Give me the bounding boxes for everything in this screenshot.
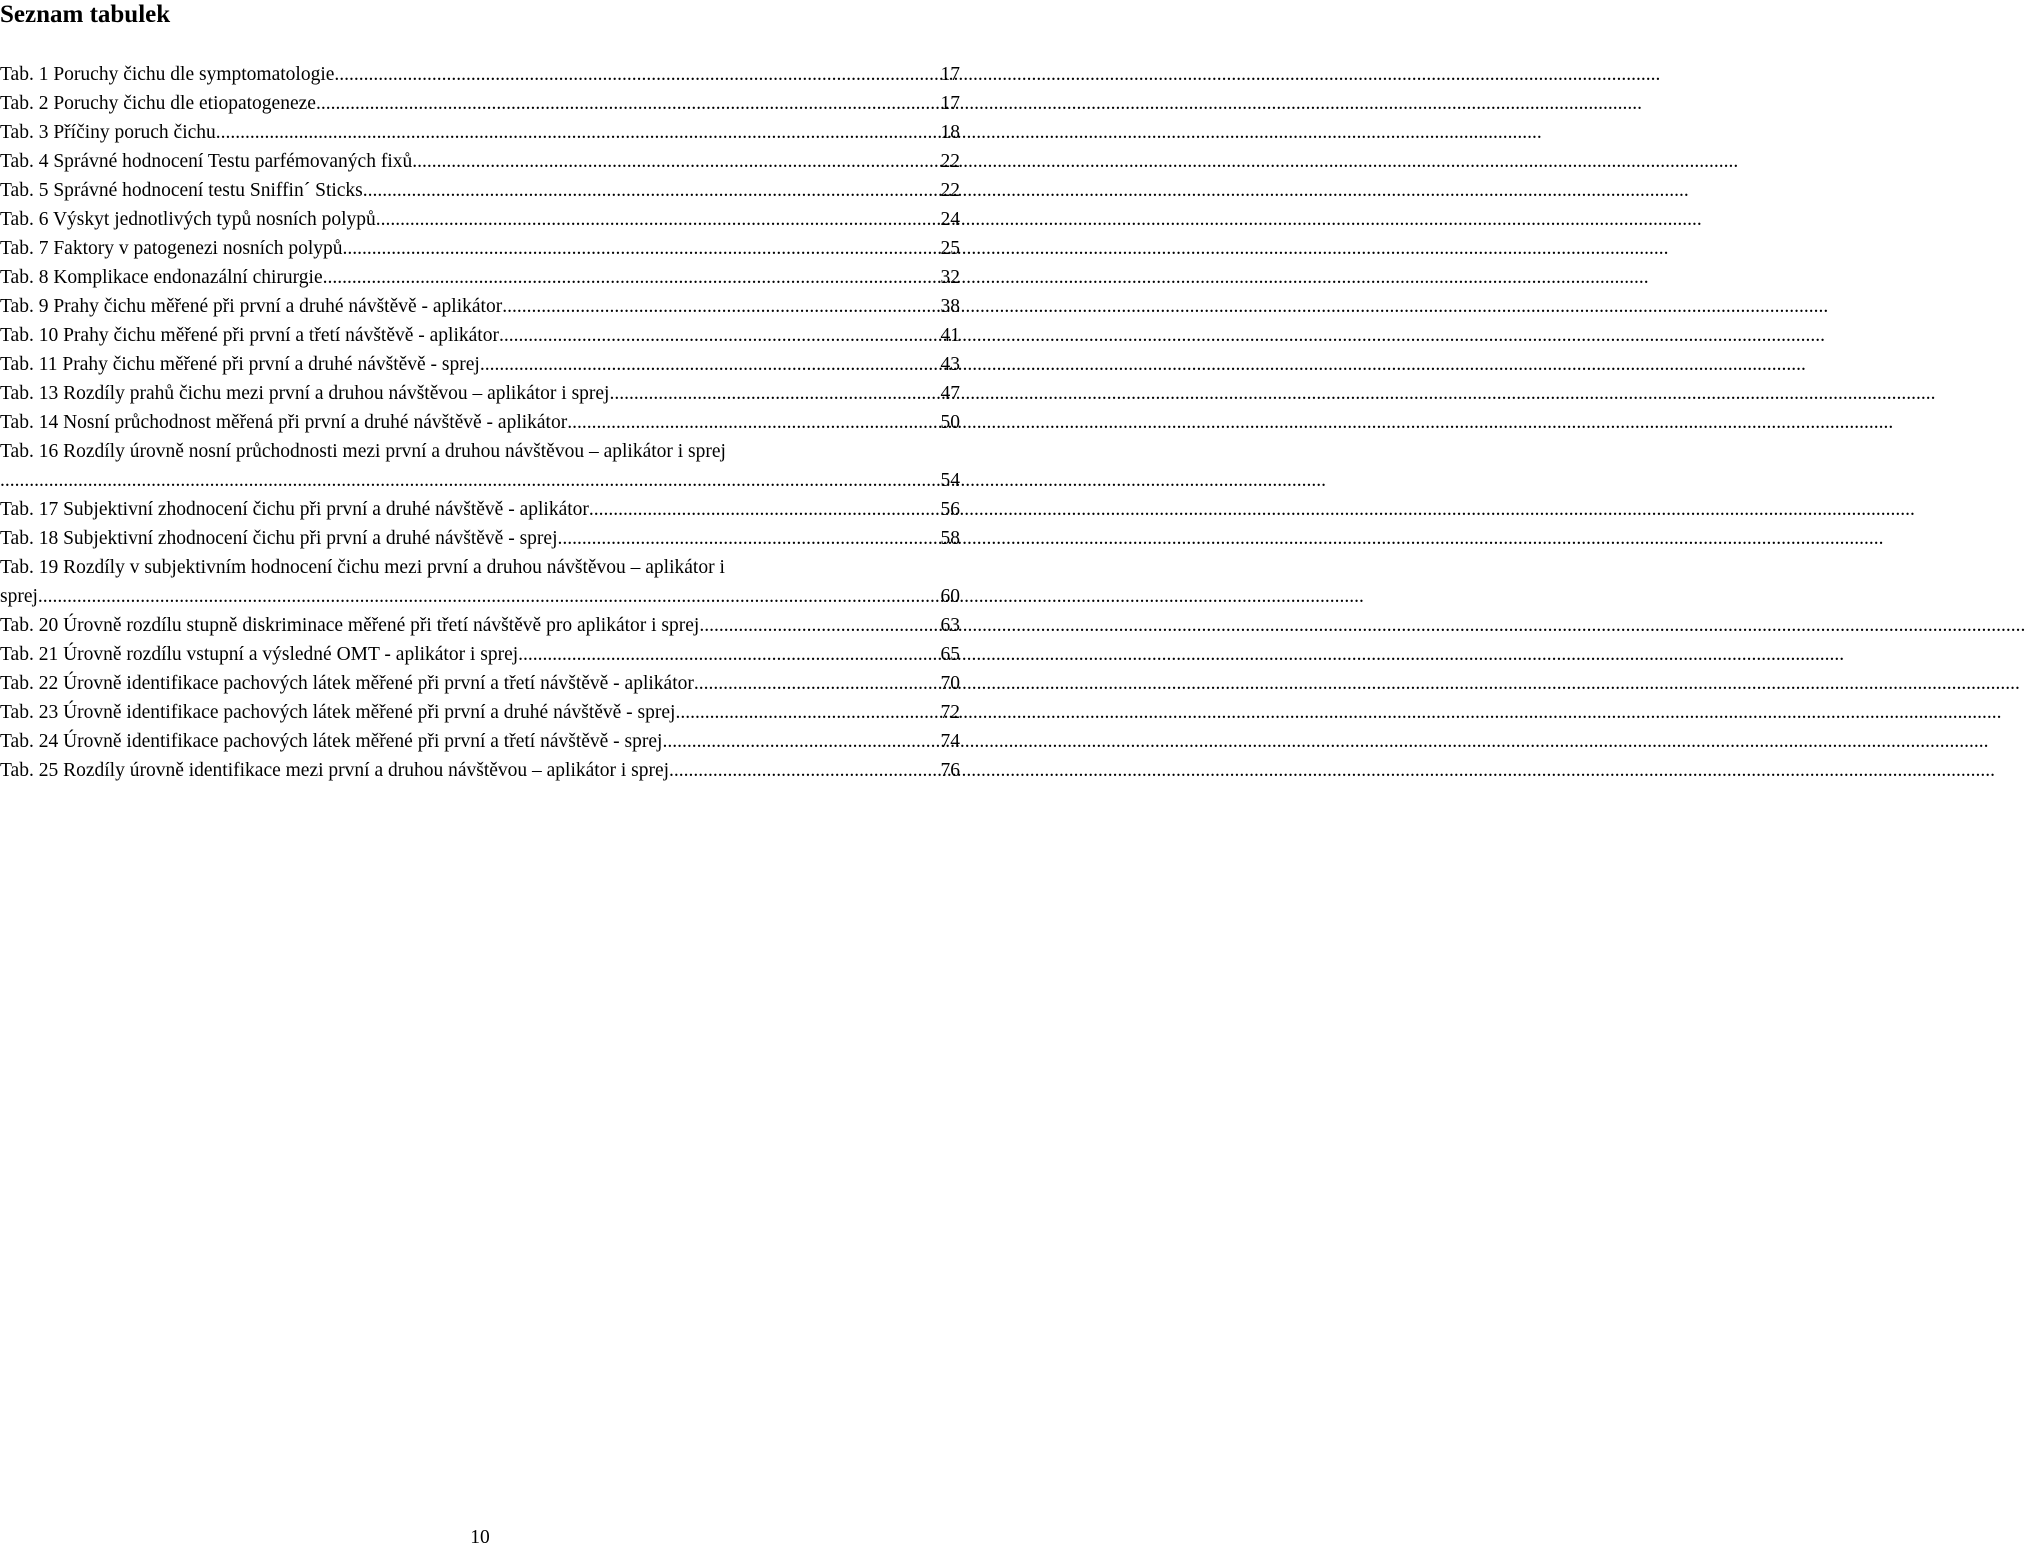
toc-entry[interactable]	[0, 379, 960, 408]
dot-leader	[412, 147, 939, 176]
toc-entry[interactable]	[0, 60, 960, 89]
toc-entry-label: Tab. 4 Správné hodnocení Testu parfémovaných fixů	[0, 151, 413, 172]
page-title: Seznam tabulek	[0, 1, 171, 28]
dot-leader	[502, 292, 939, 321]
toc-entry-page: 50	[940, 412, 960, 433]
toc-entry-label: Tab. 25 Rozdíly úrovně identifikace mezi první a druhou návštěvou – aplikátor i sprej	[0, 760, 670, 781]
dot-leader	[216, 118, 940, 147]
toc-entry[interactable]	[0, 524, 960, 553]
toc-entry[interactable]	[0, 205, 960, 234]
toc-entry-label: Tab. 6 Výskyt jednotlivých typů nosních polypů	[0, 209, 376, 230]
toc-entry-page: 56	[940, 499, 960, 520]
dot-leader	[699, 611, 939, 640]
toc-entry[interactable]	[0, 408, 960, 437]
toc-entry[interactable]	[0, 611, 960, 640]
dot-leader	[480, 350, 940, 379]
toc-entry-page: 41	[940, 325, 960, 346]
dot-leader	[38, 582, 940, 611]
toc-entry-page: 63	[940, 615, 960, 636]
toc-entry-page: 38	[940, 296, 960, 317]
toc-entry-label: Tab. 11 Prahy čichu měřené při první a druhé návštěvě - sprej	[0, 354, 480, 375]
toc-entry-label: Tab. 20 Úrovně rozdílu stupně diskriminace měřené při třetí návštěvě pro aplikátor i sprej	[0, 615, 700, 636]
toc-entry-label: Tab. 5 Správné hodnocení testu Sniffin´ Sticks	[0, 180, 363, 201]
toc-entry[interactable]	[0, 147, 960, 176]
toc-entry-page: 58	[940, 528, 960, 549]
dot-leader	[518, 640, 939, 669]
toc-entry-page: 25	[940, 238, 960, 259]
toc-entry-page: 54	[940, 470, 960, 491]
toc-entry-label: Tab. 24 Úrovně identifikace pachových látek měřené při první a třetí návštěvě - sprej	[0, 731, 663, 752]
toc-entry-label: Tab. 9 Prahy čichu měřené při první a druhé návštěvě - aplikátor	[0, 296, 503, 317]
toc-entry[interactable]	[0, 698, 960, 727]
toc-entry-label-continued: sprej	[0, 586, 38, 607]
toc-entry[interactable]	[0, 263, 960, 292]
toc-entry[interactable]	[0, 640, 960, 669]
dot-leader	[376, 205, 940, 234]
toc-entry-label: Tab. 14 Nosní průchodnost měřená při první a druhé návštěvě - aplikátor	[0, 412, 568, 433]
toc-entry[interactable]	[0, 89, 960, 118]
toc-entry-page: 22	[940, 151, 960, 172]
toc-entry-label: Tab. 1 Poruchy čichu dle symptomatologie	[0, 64, 335, 85]
toc-entry[interactable]	[0, 669, 960, 698]
toc-entry-page: 32	[940, 267, 960, 288]
toc-entry-label: Tab. 10 Prahy čichu měřené při první a třetí návštěvě - aplikátor	[0, 325, 499, 346]
toc-entry-label: Tab. 3 Příčiny poruch čichu	[0, 122, 216, 143]
toc-entry[interactable]	[0, 321, 960, 350]
dot-leader	[499, 321, 940, 350]
toc-entry-page: 76	[940, 760, 960, 781]
dot-leader	[662, 727, 939, 756]
toc-entry-label: Tab. 16 Rozdíly úrovně nosní průchodnosti mezi první a druhou návštěvou – aplikátor i sprej	[0, 441, 726, 462]
toc-entry-page: 72	[940, 702, 960, 723]
toc-entry-page: 65	[940, 644, 960, 665]
dot-leader	[675, 698, 939, 727]
toc-entry[interactable]	[0, 756, 960, 785]
toc-entry[interactable]	[0, 582, 960, 611]
toc-entry[interactable]	[0, 118, 960, 147]
toc-entry-label: Tab. 21 Úrovně rozdílu vstupní a výsledné OMT - aplikátor i sprej	[0, 644, 519, 665]
dot-leader	[589, 495, 940, 524]
toc-entry-label: Tab. 7 Faktory v patogenezi nosních polypů	[0, 238, 343, 259]
toc-entry-page: 60	[940, 586, 960, 607]
toc-entry-label: Tab. 13 Rozdíly prahů čichu mezi první a druhou návštěvou – aplikátor i sprej	[0, 383, 610, 404]
toc-entry-page: 74	[940, 731, 960, 752]
toc-entry-page: 24	[940, 209, 960, 230]
toc-entry-label: Tab. 18 Subjektivní zhodnocení čichu při první a druhé návštěvě - sprej	[0, 528, 558, 549]
dot-leader	[323, 263, 940, 292]
toc-entry-page: 17	[940, 64, 960, 85]
toc-entry-page: 43	[940, 354, 960, 375]
dot-leader	[609, 379, 939, 408]
dot-leader	[363, 176, 940, 205]
dot-leader	[343, 234, 940, 263]
toc-entry-page: 18	[940, 122, 960, 143]
toc-entry[interactable]	[0, 466, 960, 495]
toc-entry-page: 22	[940, 180, 960, 201]
dot-leader	[0, 466, 940, 495]
table-list	[0, 60, 960, 785]
toc-entry[interactable]	[0, 234, 960, 263]
toc-entry-label: Tab. 22 Úrovně identifikace pachových látek měřené při první a třetí návštěvě - aplikátor	[0, 673, 694, 694]
dot-leader	[669, 756, 939, 785]
toc-entry-page: 47	[940, 383, 960, 404]
toc-entry-label: Tab. 23 Úrovně identifikace pachových látek měřené při první a druhé návštěvě - sprej	[0, 702, 676, 723]
toc-entry[interactable]	[0, 495, 960, 524]
dot-leader	[567, 408, 939, 437]
dot-leader	[557, 524, 939, 553]
toc-entry[interactable]	[0, 727, 960, 756]
toc-entry-label: Tab. 17 Subjektivní zhodnocení čichu při první a druhé návštěvě - aplikátor	[0, 499, 589, 520]
page-number: 10	[470, 1527, 490, 1548]
dot-leader	[334, 60, 939, 89]
toc-entry[interactable]	[0, 176, 960, 205]
dot-leader	[316, 89, 940, 118]
toc-entry-label: Tab. 2 Poruchy čichu dle etiopatogeneze	[0, 93, 316, 114]
dot-leader	[694, 669, 940, 698]
toc-entry-label: Tab. 8 Komplikace endonazální chirurgie	[0, 267, 323, 288]
toc-entry-page: 70	[940, 673, 960, 694]
toc-entry-label: Tab. 19 Rozdíly v subjektivním hodnocení čichu mezi první a druhou návštěvou – aplikátor i	[0, 557, 725, 578]
toc-entry-page: 17	[940, 93, 960, 114]
toc-entry[interactable]	[0, 350, 960, 379]
toc-entry[interactable]	[0, 292, 960, 321]
